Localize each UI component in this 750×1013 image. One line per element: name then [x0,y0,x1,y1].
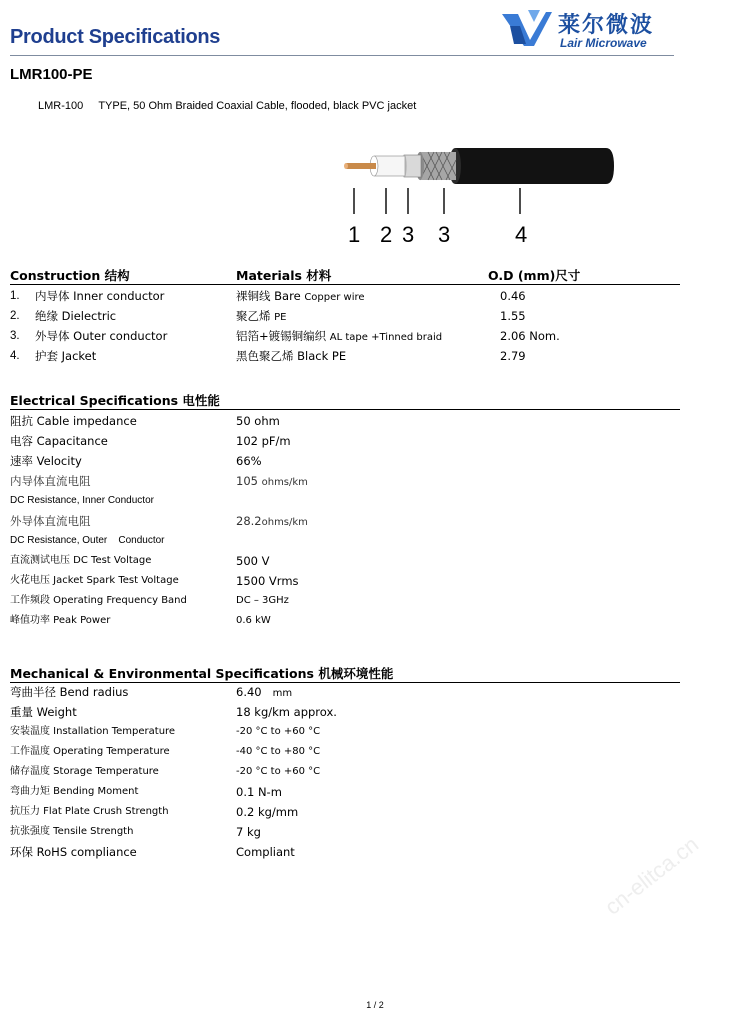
electrical-table [10,411,680,631]
spec-value: 50 ohm [236,414,280,428]
material-en: PE [274,312,287,323]
spec-label: 抗张强度 Tensile Strength [10,826,134,837]
page-title: Product Specifications [10,26,221,48]
mechanical-heading: Mechanical & Environmental Specifications 机械环境性能 [10,666,394,681]
electrical-heading: Electrical Specifications 电性能 [10,393,220,408]
component-name: 护套 Jacket [35,349,97,363]
row-number: 1. [10,290,20,302]
od-value: 1.55 [500,309,526,323]
construction-row [10,286,680,306]
construction-rule [10,284,680,285]
spec-label: 弯曲力矩 Bending Moment [10,786,139,797]
materials-heading: Materials 材料 [236,268,332,283]
spec-label: 阻抗 Cable impedance [10,414,137,428]
construction-row [10,346,680,366]
od-value: 2.79 [500,349,526,363]
diagram-label-3b: 3 [438,222,451,247]
material-en: Copper wire [304,292,365,303]
product-model: LMR100-PE [10,66,93,83]
spec-label: 安装温度 Installation Temperature [10,726,176,737]
spec-row [10,591,680,611]
watermark: cn-elitca.cn [600,831,704,920]
spec-label: DC Resistance, Outer Conductor [10,535,165,546]
spec-value: -40 °C to +80 °C [236,746,321,757]
spec-row [10,611,680,631]
construction-table [10,286,680,366]
material-cn: 铝箔+镀锡铜编织 AL tape +Tinned braid [236,329,443,343]
spec-row [10,822,680,842]
spec-label: DC Resistance, Inner Conductor [10,495,154,506]
od-value: 0.46 [500,289,526,303]
spec-row [10,742,680,762]
spec-label: 储存温度 Storage Temperature [10,766,159,777]
spec-row [10,702,680,722]
spec-value: -20 °C to +60 °C [236,766,321,777]
spec-row [10,762,680,782]
material-cn: 聚乙烯 PE [236,309,287,323]
spec-row [10,451,680,471]
spec-value: DC – 3GHz [236,595,289,606]
material-en: AL tape +Tinned braid [329,332,443,343]
diagram-label-3a: 3 [402,222,415,247]
spec-row [10,471,680,491]
component-name: 绝缘 Dielectric [35,309,117,323]
diagram-label-1: 1 [348,222,361,247]
lair-logo-icon [500,6,556,52]
company-logo [500,6,680,52]
spec-row [10,411,680,431]
construction-row [10,326,680,346]
diagram-label-4: 4 [515,222,528,247]
description-text: TYPE, 50 Ohm Braided Coaxial Cable, flooded, black PVC jacket [98,100,417,112]
spec-value: 0.6 kW [236,615,271,626]
spec-value: 0.1 N-m [236,785,282,799]
header-divider [10,55,674,56]
spec-label: 直流测试电压 DC Test Voltage [10,555,152,566]
spec-value: Compliant [236,845,295,859]
spec-label: 抗压力 Flat Plate Crush Strength [10,806,169,817]
spec-value: 28.2ohms/km [236,514,308,528]
spec-label: 弯曲半径 Bend radius [10,685,129,699]
spec-label: 环保 RoHS compliance [10,845,137,859]
spec-label: 火花电压 Jacket Spark Test Voltage [10,575,179,586]
spec-row [10,682,680,702]
od-value: 2.06 Nom. [500,329,560,343]
spec-label: 内导体直流电阻 [10,474,91,488]
spec-label: 工作温度 Operating Temperature [10,746,170,757]
spec-value: 102 pF/m [236,434,291,448]
logo-en-text: Lair Microwave [560,36,647,50]
component-name: 外导体 Outer conductor [35,329,168,343]
electrical-rule [10,409,680,410]
component-name: 内导体 Inner conductor [35,289,165,303]
logo-cn-text: 莱尔微波 [558,13,655,38]
mechanical-table [10,682,680,862]
spec-label: 重量 Weight [10,705,77,719]
spec-row [10,491,680,511]
inner-conductor-shape [346,163,376,169]
spec-row [10,802,680,822]
construction-heading: Construction 结构 [10,268,130,283]
spec-row [10,511,680,531]
spec-label: 外导体直流电阻 [10,514,91,528]
spec-value: 6.40 mm [236,685,293,699]
product-description [38,100,416,112]
od-heading: O.D (mm)尺寸 [488,268,581,283]
material-cn: 黑色聚乙烯 Black PE [236,349,347,363]
spec-row [10,571,680,591]
spec-label: 速率 Velocity [10,454,82,468]
spec-value: -20 °C to +60 °C [236,726,321,737]
row-number: 3. [10,330,20,342]
spec-value: 105 ohms/km [236,474,308,488]
inner-conductor-end [344,163,348,169]
spec-value: 18 kg/km approx. [236,705,337,719]
spec-row [10,722,680,742]
spec-value: 1500 Vrms [236,574,299,588]
row-number: 2. [10,310,20,322]
description-code: LMR-100 [38,100,84,112]
row-number: 4. [10,350,20,362]
spec-row [10,531,680,551]
spec-value: 7 kg [236,825,261,839]
spec-row [10,431,680,451]
construction-row [10,306,680,326]
material-cn: 裸铜线 Bare Copper wire [236,289,365,303]
page-number: 1 / 2 [366,1000,384,1010]
diagram-label-2: 2 [380,222,393,247]
spec-value: 66% [236,454,262,468]
spec-label: 电容 Capacitance [10,434,108,448]
jacket-shape [455,148,614,184]
spec-value: 500 V [236,554,270,568]
spec-value: 0.2 kg/mm [236,805,299,819]
spec-row [10,551,680,571]
dielectric-shape [374,156,405,176]
spec-row [10,842,680,862]
spec-row [10,782,680,802]
spec-label: 工作频段 Operating Frequency Band [10,595,187,606]
cable-cross-section-diagram [330,130,630,250]
spec-label: 峰值功率 Peak Power [10,615,111,626]
